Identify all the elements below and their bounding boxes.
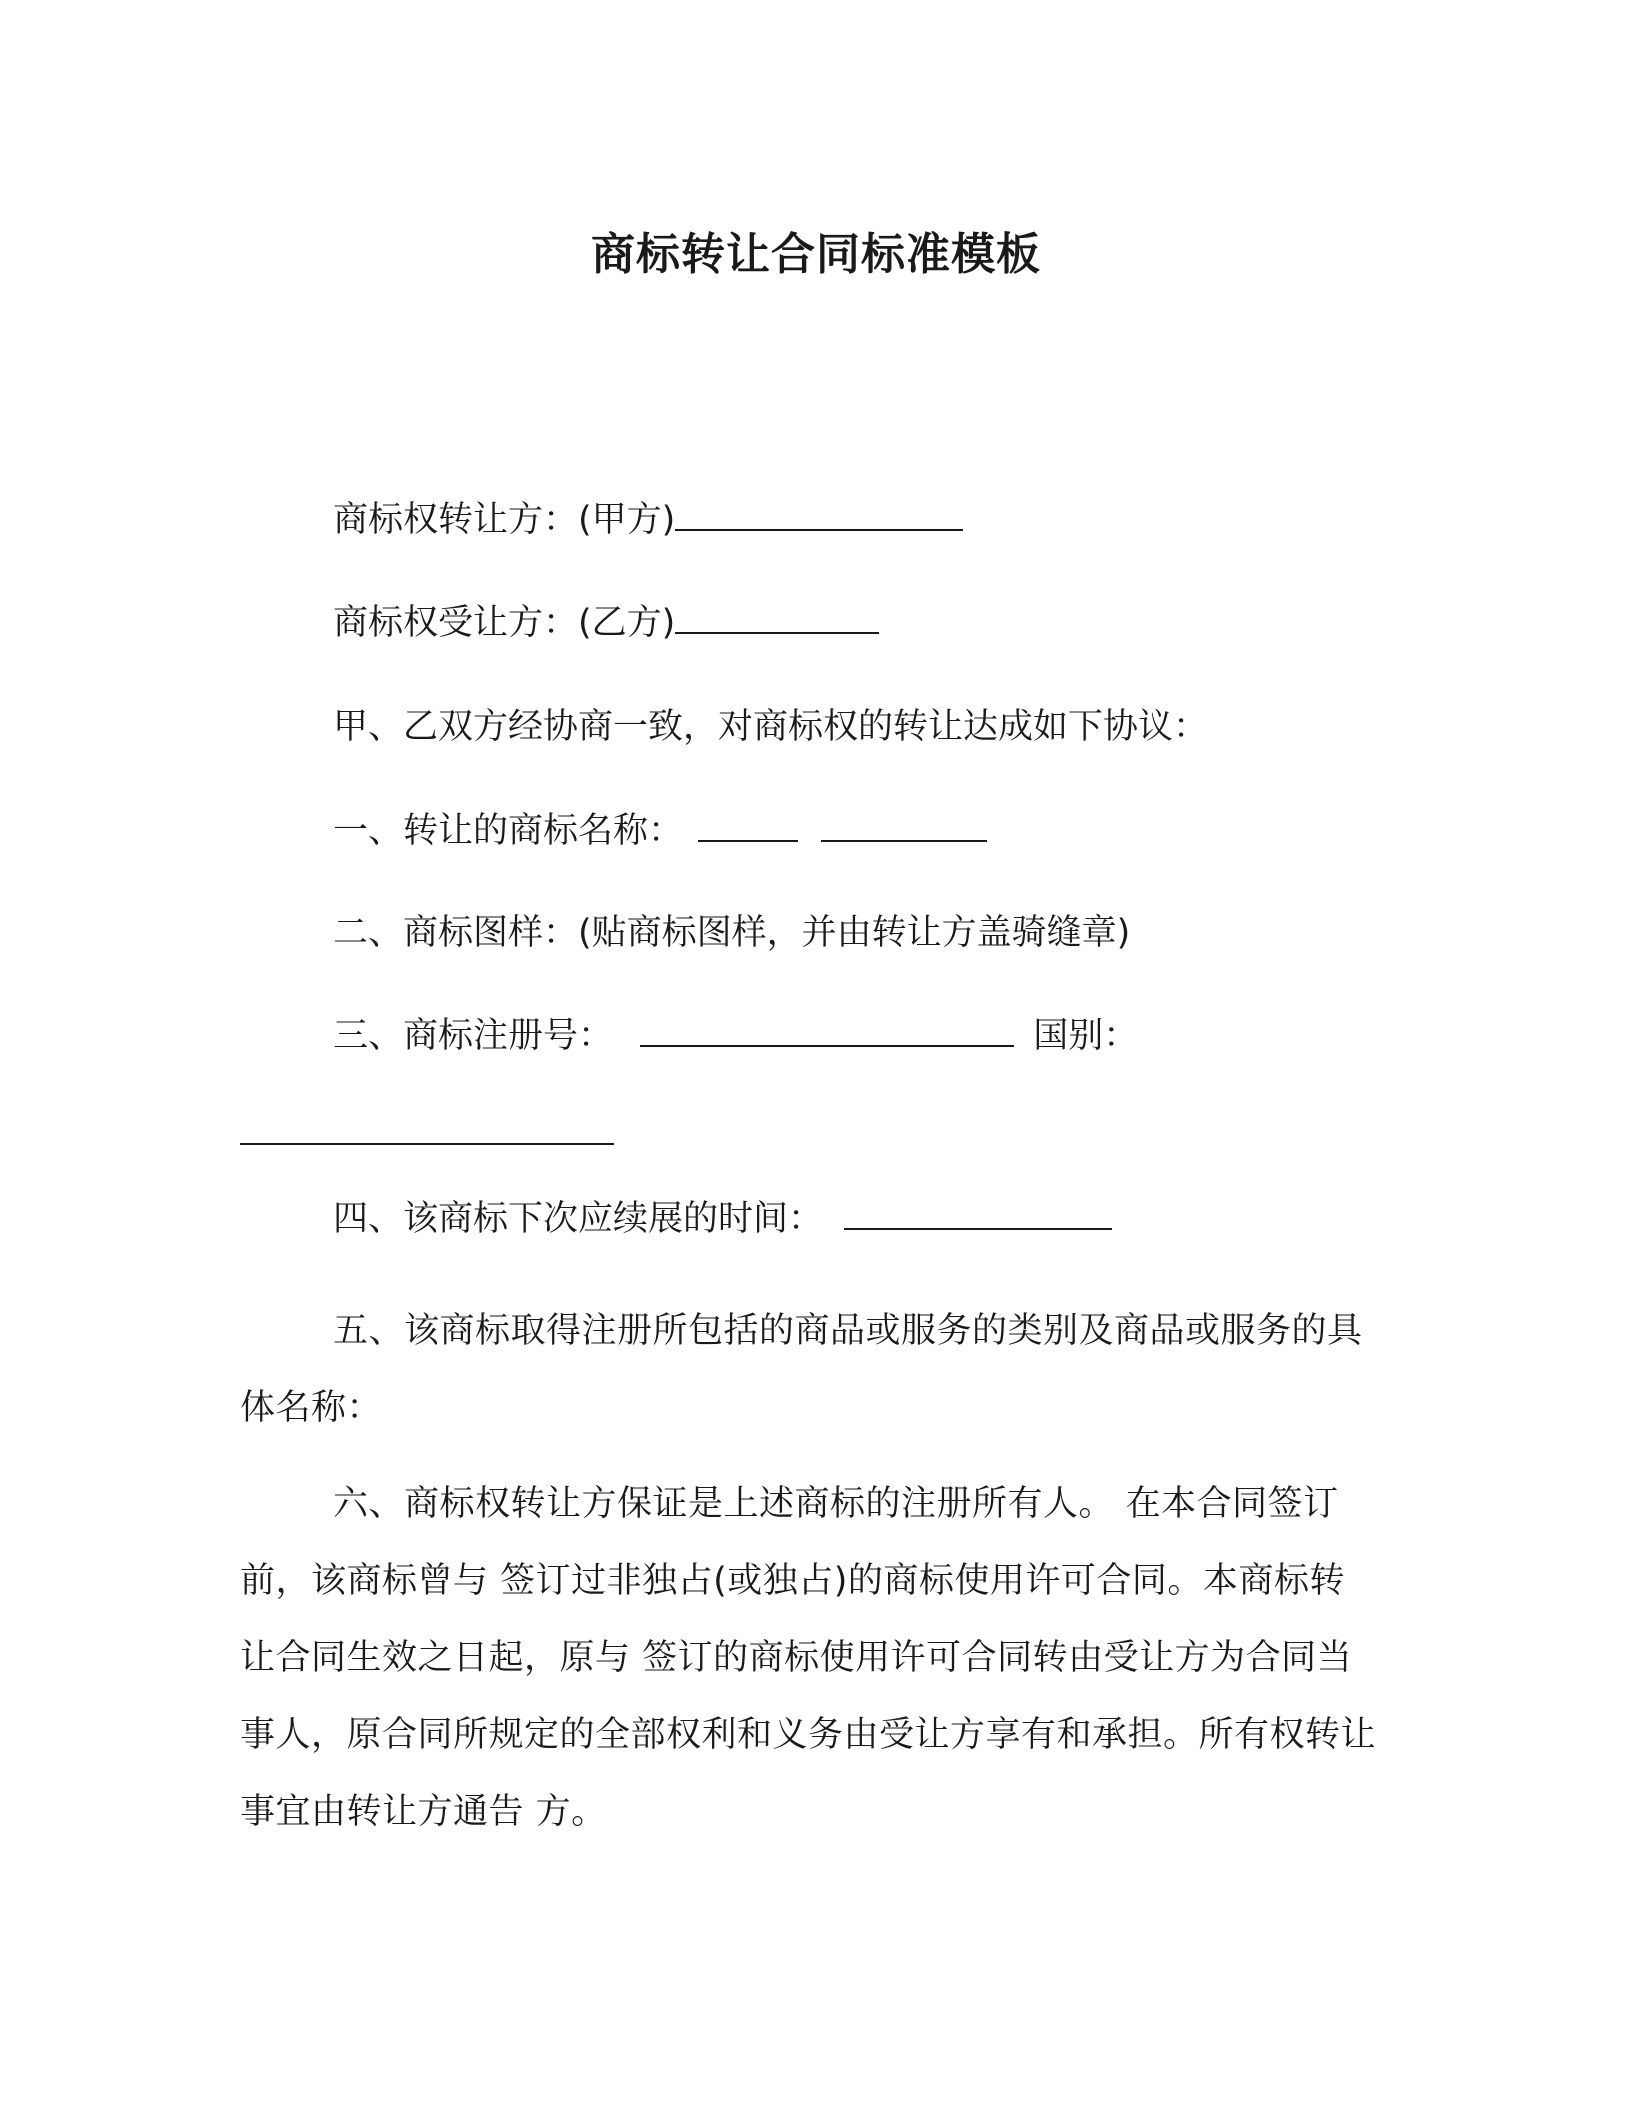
item-3-country-label: 国别： xyxy=(1033,1016,1139,1056)
item-1-blank-b[interactable] xyxy=(821,810,987,842)
item-1-label: 一、转让的商标名称： xyxy=(333,811,684,851)
item-2-line: 二、商标图样：(贴商标图样，并由转让方盖骑缝章) xyxy=(333,913,1131,953)
item-5-paragraph: 五、该商标取得注册所包括的商品或服务的类别及商品或服务的具体名称： xyxy=(240,1311,1363,1428)
item-1-blank-a[interactable] xyxy=(698,810,798,842)
item-3-reg-blank[interactable] xyxy=(640,1015,1014,1047)
item-4-label: 四、该商标下次应续展的时间： xyxy=(333,1199,824,1239)
transferor-blank[interactable] xyxy=(675,499,963,531)
document-title: 商标转让合同标准模板 xyxy=(591,229,1041,280)
transferee-line xyxy=(333,599,879,647)
transferor-label: 商标权转让方：(甲方) xyxy=(333,500,676,540)
item-3-reg-label: 三、商标注册号： xyxy=(333,1016,614,1056)
item-3-country-blank[interactable] xyxy=(240,1113,614,1145)
transferee-blank[interactable] xyxy=(675,602,879,634)
item-4-blank[interactable] xyxy=(844,1198,1112,1230)
transferee-label: 商标权受让方：(乙方) xyxy=(333,603,676,643)
item-1-line xyxy=(333,807,987,855)
item-6-paragraph: 六、商标权转让方保证是上述商标的注册所有人。 在本合同签订前，该商标曾与 签订过非独占(或独占)的商标使用许可合同。本商标转让合同生效之日起，原与 签订的商标使用许可合同转由受让方为合同当事人，原合同所规定的全部权利和义务由受让方享有和承担。所有权转让事宜由转让方通告 方。 xyxy=(240,1484,1377,1832)
item-3-country-line xyxy=(240,1110,614,1158)
transferor-line xyxy=(333,496,963,544)
item-3-line xyxy=(333,1012,1138,1060)
agreement-intro: 甲、乙双方经协商一致，对商标权的转让达成如下协议： xyxy=(333,707,1209,747)
item-4-line xyxy=(333,1195,1112,1243)
